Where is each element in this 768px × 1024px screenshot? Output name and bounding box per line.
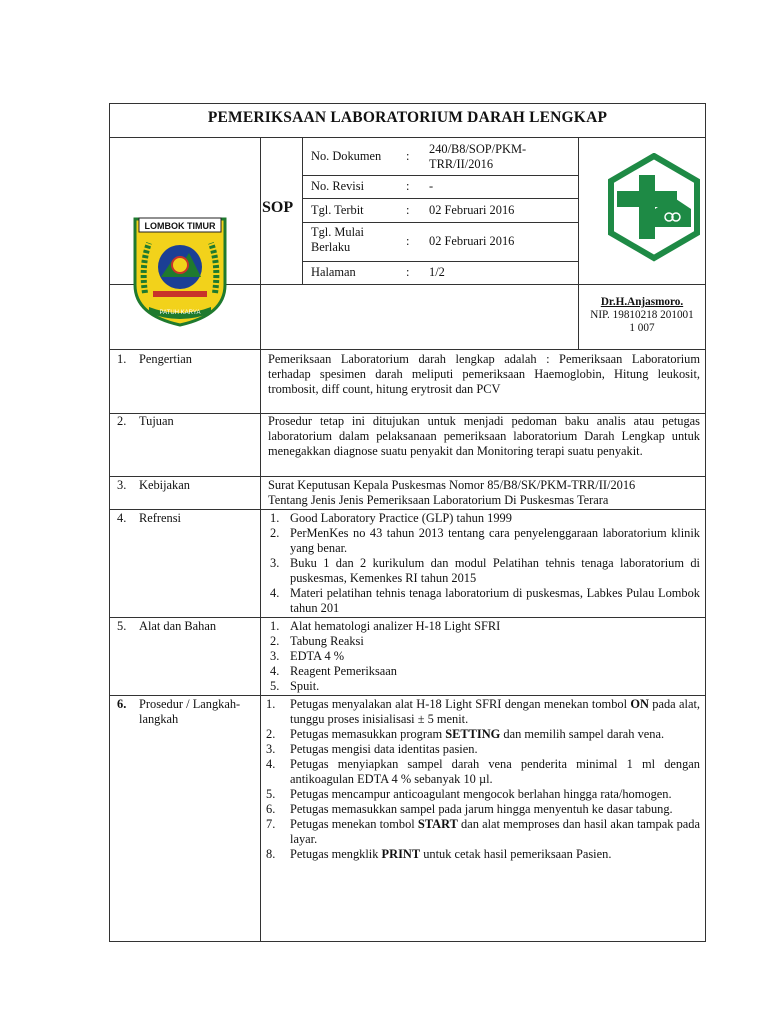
- lombok-timur-emblem: [131, 215, 229, 327]
- list-item: 3. EDTA 4 %: [270, 649, 345, 663]
- list-item: 8. Petugas mengklik PRINT untuk cetak hasil pemeriksaan Pasien.: [266, 847, 612, 861]
- meta-row-tgl-mulai: [302, 225, 578, 259]
- kebijakan-line: Tentang Jenis Jenis Pemeriksaan Laboratorium Di Puskesmas Terara: [268, 493, 609, 507]
- list-item: 2. Tabung Reaksi: [270, 634, 364, 648]
- section-label: Prosedur / Langkah-langkah: [139, 697, 241, 726]
- meta-key: Tgl. Mulai Berlaku: [311, 225, 364, 254]
- list-item: 5. Spuit.: [270, 679, 320, 693]
- signer-nip: NIP. 19810218 201001: [590, 309, 694, 321]
- meta-colon: :: [406, 149, 410, 163]
- section-label: Alat dan Bahan: [139, 619, 217, 633]
- emblem-motto-text: PATUH KARYA: [159, 310, 201, 316]
- section-label: Refrensi: [139, 511, 181, 525]
- list-item: 1. Alat hematologi analizer H-18 Light SFRI: [270, 619, 501, 633]
- meta-colon: :: [406, 265, 410, 279]
- list-item: 3. Petugas mengisi data identitas pasien.: [266, 742, 478, 756]
- kebijakan-line: Surat Keputusan Kepala Puskesmas Nomor 85/B8/SK/PKM-TRR/II/2016: [268, 478, 636, 492]
- meta-key: Halaman: [311, 265, 356, 279]
- meta-colon: :: [406, 203, 410, 217]
- section-number: 2.: [117, 414, 127, 428]
- section-number: 6.: [117, 697, 127, 711]
- list-item: 6. Petugas memasukkan sampel pada jarum hingga menyentuh ke dasar tabung.: [266, 802, 673, 816]
- list-item: 1. Petugas menyalakan alat H-18 Light SFRI dengan menekan tombol ON pada alat, tunggu proses inisialisasi ± 5 menit.: [266, 697, 700, 726]
- meta-value: 240/B8/SOP/PKM-TRR/II/2016: [429, 142, 527, 171]
- meta-key: No. Dokumen: [311, 149, 382, 163]
- list-item: 2. PerMenKes no 43 tahun 2013 tentang cara penyelenggaraan laboratorium klinik yang benar.: [270, 526, 700, 555]
- meta-value: 02 Februari 2016: [429, 234, 515, 248]
- sop-label: SOP: [262, 199, 294, 216]
- section-number: 5.: [117, 619, 127, 633]
- list-item: 2. Petugas memasukkan program SETTING dan memilih sampel darah vena.: [266, 727, 665, 741]
- meta-colon: :: [406, 179, 410, 193]
- section-label: Pengertian: [139, 352, 192, 366]
- meta-value: 02 Februari 2016: [429, 203, 515, 217]
- refrensi-list: [270, 511, 700, 616]
- section-number: 4.: [117, 511, 127, 525]
- alat-list: [270, 619, 700, 694]
- sop-document: [109, 103, 706, 942]
- list-item: 7. Petugas menekan tombol START dan alat memproses dan hasil akan tampak pada layar.: [266, 817, 700, 846]
- signer-block: [578, 296, 706, 335]
- list-item: 1. Good Laboratory Practice (GLP) tahun 1999: [270, 511, 512, 525]
- list-item: 5. Petugas mencampur anticoagulant mengocok berlahan hingga rata/homogen.: [266, 787, 672, 801]
- signer-name: Dr.H.Anjasmoro.: [600, 296, 684, 308]
- list-item: 4. Reagent Pemeriksaan: [270, 664, 398, 678]
- document-title: PEMERIKSAAN LABORATORIUM DARAH LENGKAP: [207, 109, 608, 126]
- meta-value: 1/2: [429, 265, 445, 279]
- meta-row-tgl-terbit: [302, 203, 578, 221]
- emblem-banner-text: LOMBOK TIMUR: [144, 221, 216, 231]
- meta-colon: :: [406, 234, 410, 248]
- section-text: [268, 478, 700, 508]
- section-label: Kebijakan: [139, 478, 190, 492]
- section-number: 1.: [117, 352, 127, 366]
- meta-key: No. Revisi: [311, 179, 365, 193]
- meta-row-halaman: [302, 265, 578, 283]
- signer-nip-cont: 1 007: [629, 322, 655, 334]
- meta-row-no-dokumen: [302, 142, 578, 172]
- section-text: Prosedur tetap ini ditujukan untuk menjadi pedoman baku analis atau petugas laboratorium dalam pelaksanaan pemeriksaan laboratorium Darah Lengkap untuk menegakkan diagnose suatu penyakit dan Monitoring terapi suatu penyakit.: [268, 414, 700, 458]
- meta-row-no-revisi: [302, 179, 578, 197]
- meta-key: Tgl. Terbit: [311, 203, 364, 217]
- puskesmas-logo: [605, 153, 703, 265]
- list-item: 4. Materi pelatihan tehnis tenaga laboratorium di puskesmas, Labkes Pulau Lombok tahun 201: [270, 586, 700, 615]
- list-item: 4. Petugas menyiapkan sampel darah vena penderita minimal 1 ml dengan antikoagulan EDTA 4 % sebanyak 10 µl.: [266, 757, 700, 786]
- section-text: Pemeriksaan Laboratorium darah lengkap adalah : Pemeriksaan Laboratorium terhadap spesimen darah meliputi pemeriksaan Haemoglobin, Hitung leukosit, trombosit, diff count, hitung erytrosit dan PCV: [268, 352, 700, 396]
- meta-value: -: [429, 179, 434, 193]
- section-number: 3.: [117, 478, 127, 492]
- prosedur-list: [266, 697, 700, 862]
- section-label: Tujuan: [139, 414, 174, 428]
- list-item: 3. Buku 1 dan 2 kurikulum dan modul Pelatihan tehnis tenaga laboratorium di puskesmas, Kemenkes RI tahun 2015: [270, 556, 700, 585]
